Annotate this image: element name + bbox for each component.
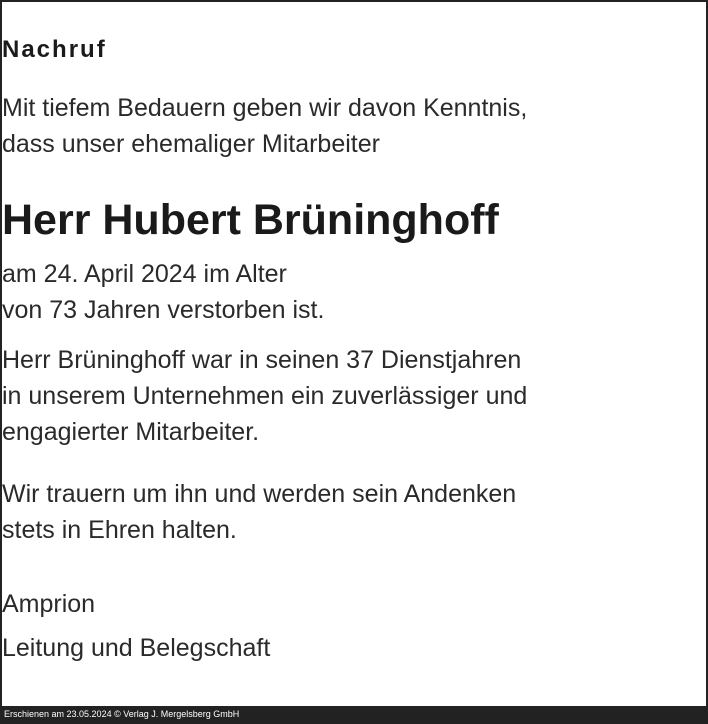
mourning-text	[2, 476, 706, 548]
notice-heading: Nachruf	[2, 36, 107, 63]
publication-footer	[0, 706, 708, 724]
intro-text	[2, 90, 706, 162]
organization-name: Amprion	[2, 590, 96, 618]
passing-line: von 73 Jahren verstorben ist.	[2, 296, 325, 324]
passing-line: am 24. April 2024 im Alter	[2, 260, 287, 288]
organization-subtitle: Leitung und Belegschaft	[2, 634, 271, 662]
deceased-name: Herr Hubert Brüninghoff	[2, 196, 499, 244]
tribute-line: engagierter Mitarbeiter.	[2, 418, 260, 446]
intro-line: dass unser ehemaliger Mitarbeiter	[2, 130, 380, 158]
tribute-line: in unserem Unternehmen ein zuverlässiger und	[2, 382, 528, 410]
mourning-line: Wir trauern um ihn und werden sein Andenken	[2, 480, 517, 508]
footer-text: Erschienen am 23.05.2024 © Verlag J. Mergelsberg GmbH	[4, 709, 240, 719]
mourning-line: stets in Ehren halten.	[2, 516, 237, 544]
passing-text	[2, 256, 706, 328]
tribute-text	[2, 342, 706, 450]
tribute-line: Herr Brüninghoff war in seinen 37 Dienstjahren	[2, 346, 522, 374]
intro-line: Mit tiefem Bedauern geben wir davon Kenntnis,	[2, 94, 528, 122]
